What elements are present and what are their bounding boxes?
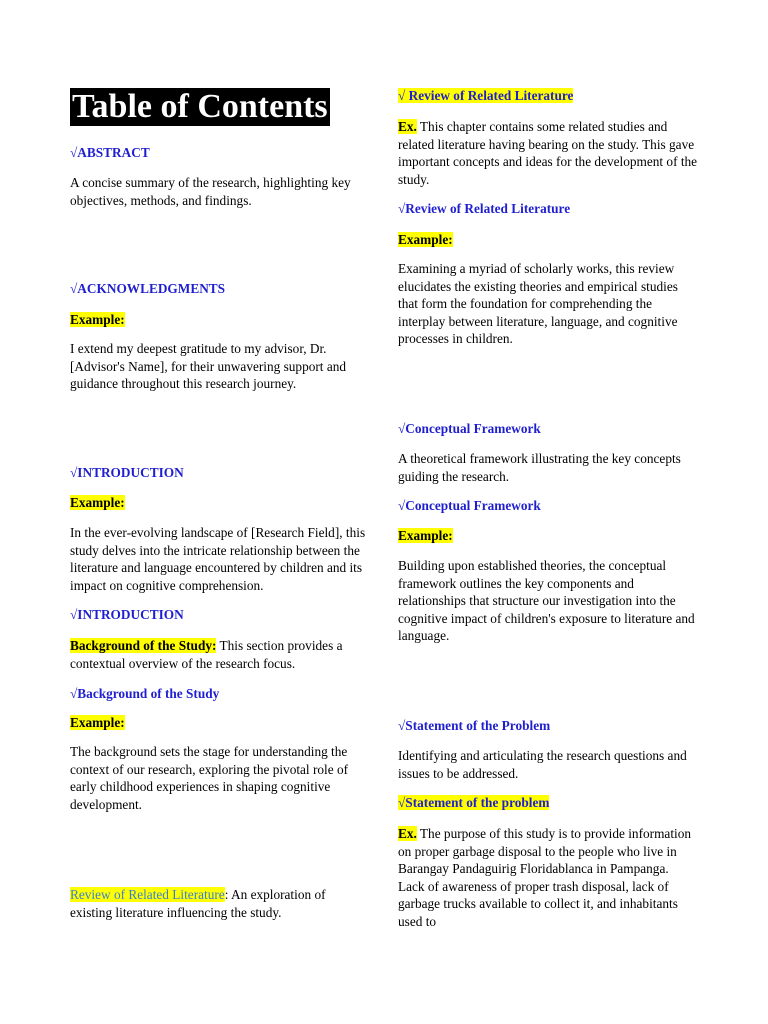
abstract-heading: √ABSTRACT <box>70 145 150 160</box>
rrl-example-text: Examining a myriad of scholarly works, this review elucidates the existing theories and empirical studies that form the foundation for comprehending the interplay between literature, language, and cognitive processes in children. <box>398 261 678 347</box>
background-label: Background of the Study: <box>70 638 217 653</box>
rrl-ex-label: Ex. <box>398 119 417 134</box>
background-paragraph <box>70 637 370 672</box>
statement-of-problem-ex-label: Ex. <box>398 826 417 841</box>
conceptual-framework-heading-1: √Conceptual Framework <box>398 421 541 436</box>
statement-of-problem-heading-2: √Statement of the problem <box>398 795 550 810</box>
conceptual-framework-example-text: Building upon established theories, the conceptual framework outlines the key components and relationships that structure our investigation into the cognitive impact of children's exposure to literature and language. <box>398 558 695 644</box>
background-text: This section provides a contextual overview of the research focus. <box>70 638 343 671</box>
conceptual-framework-example-label: Example: <box>398 528 453 543</box>
review-related-literature-paragraph <box>70 886 370 921</box>
acknowledgments-heading: √ACKNOWLEDGMENTS <box>70 281 226 296</box>
conceptual-framework-heading-2: √Conceptual Framework <box>398 498 541 513</box>
acknowledgments-example-label: Example: <box>70 312 125 327</box>
statement-of-problem-ex-paragraph <box>398 825 698 931</box>
background-example-label: Example: <box>70 715 125 730</box>
rrl-ex-text: This chapter contains some related studies and related literature having bearing on the study. This gave important concepts and ideas for the development of the study. <box>398 119 698 187</box>
statement-of-problem-ex-text: The purpose of this study is to provide information on proper garbage disposal to the people who live in Barangay Pandaguirig Floridablanca in Pampanga. Lack of awareness of proper trash disposal, lack of garbage trucks available to collect it, and inhabitants used to <box>398 826 692 929</box>
introduction-heading-2: √INTRODUCTION <box>70 607 184 622</box>
rrl-ex-paragraph <box>398 118 698 188</box>
acknowledgments-text: I extend my deepest gratitude to my advisor, Dr. [Advisor's Name], for their unwavering support and guidance throughout this research journey. <box>70 341 347 392</box>
background-example-text: The background sets the stage for understanding the context of our research, exploring the pivotal role of early childhood experiences in shaping cognitive development. <box>70 744 349 812</box>
review-related-literature-link[interactable]: Review of Related Literature <box>70 887 225 902</box>
introduction-heading: √INTRODUCTION <box>70 465 184 480</box>
review-related-literature-text: : An exploration of existing literature influencing the study. <box>70 887 326 920</box>
conceptual-framework-text: A theoretical framework illustrating the key concepts guiding the research. <box>398 451 681 484</box>
rrl-example-label: Example: <box>398 232 453 247</box>
introduction-text: In the ever-evolving landscape of [Research Field], this study delves into the intricate relationship between the literature and language encountered by children and its impact on cognitive comprehension. <box>70 525 366 593</box>
page-title: Table of Contents <box>72 88 328 125</box>
abstract-text: A concise summary of the research, highlighting key objectives, methods, and findings. <box>70 175 351 208</box>
background-heading: √Background of the Study <box>70 686 220 701</box>
statement-of-problem-text: Identifying and articulating the research questions and issues to be addressed. <box>398 748 687 781</box>
rrl-heading-2: √Review of Related Literature <box>398 201 571 216</box>
introduction-example-label: Example: <box>70 495 125 510</box>
rrl-heading-1: √ Review of Related Literature <box>398 88 574 103</box>
statement-of-problem-heading-1: √Statement of the Problem <box>398 718 551 733</box>
